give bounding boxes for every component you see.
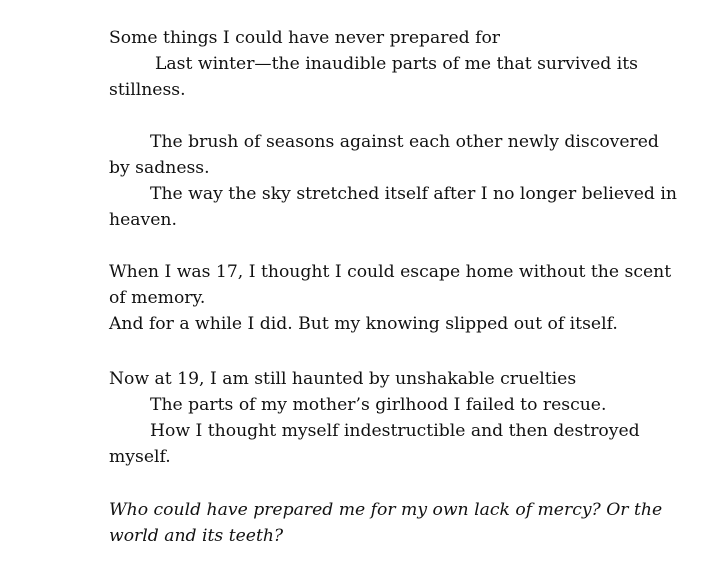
poem-line: by sadness. <box>109 158 210 178</box>
poem-line-italic: world and its teeth? <box>109 526 284 546</box>
poem-line: The way the sky stretched itself after I no longer believed in <box>150 184 677 204</box>
poem-line: myself. <box>109 447 171 467</box>
poem-line: stillness. <box>109 80 186 100</box>
poem-line: And for a while I did. But my knowing slipped out of itself. <box>109 314 618 334</box>
poem-line: Some things I could have never prepared for <box>109 28 501 48</box>
poem-line: How I thought myself indestructible and then destroyed <box>150 421 640 441</box>
poem-line: The brush of seasons against each other newly discovered <box>150 132 659 152</box>
poem-line: Now at 19, I am still haunted by unshakable cruelties <box>109 369 577 389</box>
poem-line: The parts of my mother’s girlhood I failed to rescue. <box>150 395 607 415</box>
poem-line: of memory. <box>109 288 206 308</box>
poem-line: When I was 17, I thought I could escape home without the scent <box>109 262 672 282</box>
poem-line: Last winter—the inaudible parts of me that survived its <box>155 54 638 74</box>
poem-line-italic: Who could have prepared me for my own lack of mercy? Or the <box>109 500 663 520</box>
poem-line: heaven. <box>109 210 177 230</box>
